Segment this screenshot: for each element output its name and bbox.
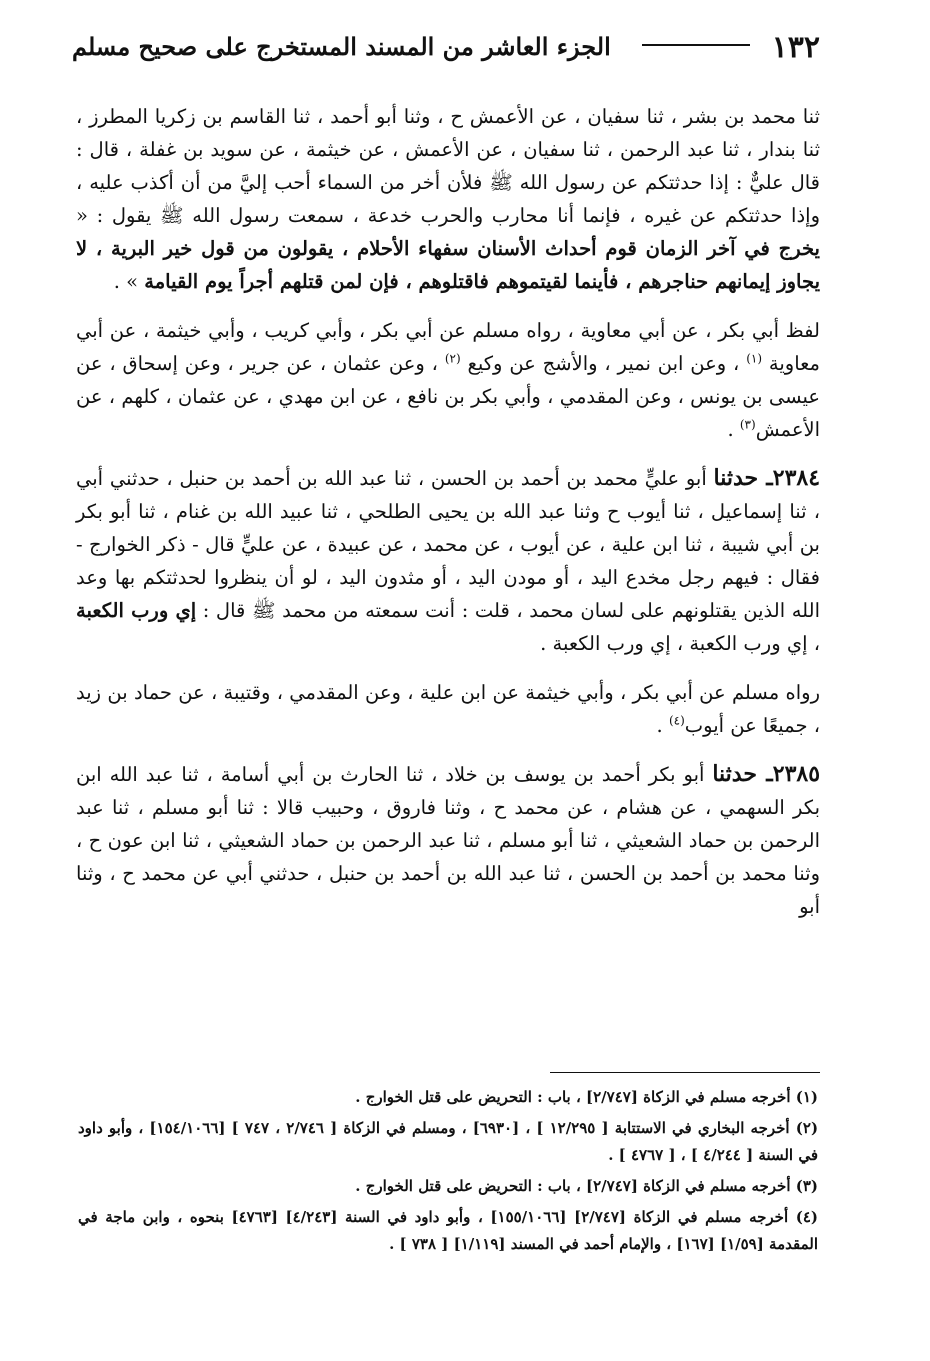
footnote-number: (٢) <box>795 1119 819 1137</box>
paragraph-takhrij-2 <box>76 676 820 742</box>
footnote-number: (١) <box>795 1088 818 1106</box>
footnote-ref-3[interactable]: (٣) <box>739 417 756 432</box>
page-header <box>72 28 820 74</box>
paragraph-text: ، وعن ابن نمير ، والأشج عن وكيع <box>467 352 740 375</box>
footnotes <box>78 1084 818 1262</box>
footnote-number: (٣) <box>795 1177 818 1195</box>
hadith-number: ٢٣٨٥ <box>772 761 821 787</box>
paragraph-hadith-2383-continuation <box>76 100 820 298</box>
prophetic-saying: يخرج في آخر الزمان قوم أحداث الأسنان سفهاء الأحلام ، يقولون من قول خير البرية ، لا يجاوز إيمانهم حناجرهم ، فأينما لقيتموهم فاقتلوهم ، فإن لمن قتلهم أجراً يوم القيامة <box>76 237 820 293</box>
footnote-separator <box>550 1072 820 1073</box>
page-number: ١٣٢ <box>771 30 820 65</box>
running-title: الجزء العاشر من المسند المستخرج على صحيح مسلم <box>72 32 611 61</box>
footnote-text: أخرجه مسلم في الزكاة [٢/٧٤٧] [١٥٥/١٠٦٦] ، وأبو داود في السنة [٤/٢٤٣] [٤٧٦٣] بنحوه ، وابن ماجة في المقدمة [١/٥٩] [١٦٧] ، والإمام أحمد في المسند [١/١١٩] [ ٧٣٨ ] . <box>78 1208 818 1253</box>
footnote-1 <box>78 1084 818 1111</box>
paragraph-text: أبو بكر أحمد بن يوسف بن خلاد ، ثنا الحارث بن أبي أسامة ، ثنا عبد الله ابن بكر السهمي ، عن هشام ، عن محمد ح ، وثنا فاروق ، وحبيب قالا : ثنا أبو مسلم ، ثنا عبد الرحمن بن حماد الشعيثي ، ثنا أبو مسلم ، ثنا عبد الرحمن بن حماد الشعيثي ، ثنا ابن عون ح ، وثنا محمد بن أحمد بن الحسن ، ثنا عبد الله بن أحمد بن حنبل ، حدثني أبي عن محمد ح ، وثنا أبو <box>76 763 820 918</box>
paragraph-text: . <box>727 418 734 441</box>
paragraph-text-end: » . <box>113 270 139 293</box>
footnote-number: (٤) <box>795 1208 818 1226</box>
paragraph-text: لفظ أبي بكر ، عن أبي معاوية ، رواه مسلم عن أبي بكر ، وأبي كريب ، وأبي خيثمة ، عن أبي معاوية <box>76 319 820 375</box>
footnote-text: أخرجه مسلم في الزكاة [٢/٧٤٧] ، باب : التحريض على قتل الخوارج . <box>355 1088 791 1106</box>
haddathana-marker: ـ حدثنا <box>712 761 773 787</box>
header-rule <box>642 44 750 46</box>
paragraph-text: رواه مسلم عن أبي بكر ، وأبي خيثمة عن ابن علية ، وعن المقدمي ، وقتيبة ، عن حماد بن زيد ، جميعًا عن أيوب <box>76 681 820 737</box>
footnote-text: أخرجه البخاري في الاستتابة [ ١٢/٢٩٥ ] ، [٦٩٣٠] ، ومسلم في الزكاة [ ٢/٧٤٦ ، ٧٤٧ ] [١٥٤/١٠٦٦] ، وأبو داود في السنة [ ٤/٢٤٤ ] ، [ ٤٧٦٧ ] . <box>78 1119 818 1164</box>
footnote-text: أخرجه مسلم في الزكاة [٢/٧٤٧] ، باب : التحريض على قتل الخوارج . <box>355 1177 791 1195</box>
paragraph-text: . <box>656 714 663 737</box>
paragraph-text: أبو عليٍّ محمد بن أحمد بن الحسن ، ثنا عبد الله بن أحمد بن حنبل ، حدثني أبي ، ثنا إسماعيل ، ثنا أيوب ح وثنا عبد الله بن يحيى الطلحي ، ثنا عبيد الله بن غنام ، ثنا أبو بكر بن أبي شيبة ، ثنا ابن علية ، عن أيوب ، عن محمد ، عن عبيدة ، عن عليٍّ قال - ذكر الخوارج - فقال : فيهم رجل مخدع اليد ، أو مودن اليد ، أو مثدون اليد ، لو أن ينظروا لحدثتكم بها وعد الله الذين يقتلونهم على لسان محمد ، قلت : أنت سمعته من محمد ﷺ قال : <box>76 467 821 622</box>
main-text <box>76 100 820 939</box>
paragraph-text: ، وعن عثمان ، عن جرير ، وعن إسحاق ، عن عيسى بن يونس ، وعن المقدمي ، وأبي بكر بن نافع ، عن ابن مهدي ، عن عثمان ، كلهم ، عن الأعمش <box>76 352 820 441</box>
footnote-2 <box>78 1115 818 1169</box>
paragraph-takhrij-1 <box>76 314 820 446</box>
hadith-number: ٢٣٨٤ <box>772 465 821 491</box>
footnote-ref-4[interactable]: (٤) <box>668 713 685 728</box>
prophetic-saying: إي ورب الكعبة <box>76 599 197 622</box>
footnote-ref-2[interactable]: (٢) <box>444 351 461 366</box>
footnote-3 <box>78 1173 818 1200</box>
footnote-4 <box>78 1204 818 1258</box>
haddathana-marker: ـ حدثنا <box>713 465 773 491</box>
paragraph-text: ، إي ورب الكعبة ، إي ورب الكعبة . <box>540 632 820 655</box>
paragraph-hadith-2385 <box>76 758 820 923</box>
paragraph-hadith-2384 <box>76 462 820 660</box>
footnote-ref-1[interactable]: (١) <box>746 351 763 366</box>
paragraph-text: ثنا محمد بن بشر ، ثنا سفيان ، عن الأعمش ح ، وثنا أبو أحمد ، ثنا القاسم بن زكريا المطرز ، ثنا بندار ، ثنا عبد الرحمن ، ثنا سفيان ، عن الأعمش ، عن خيثمة ، عن سويد بن غفلة ، قال : قال عليٌّ : إذا حدثتكم عن رسول الله ﷺ فلأن أخر من السماء أحب إليَّ من أن أكذب عليه ، وإذا حدثتكم عن غيره ، فإنما أنا محارب والحرب خدعة ، سمعت رسول الله ﷺ يقول : « <box>76 105 820 227</box>
